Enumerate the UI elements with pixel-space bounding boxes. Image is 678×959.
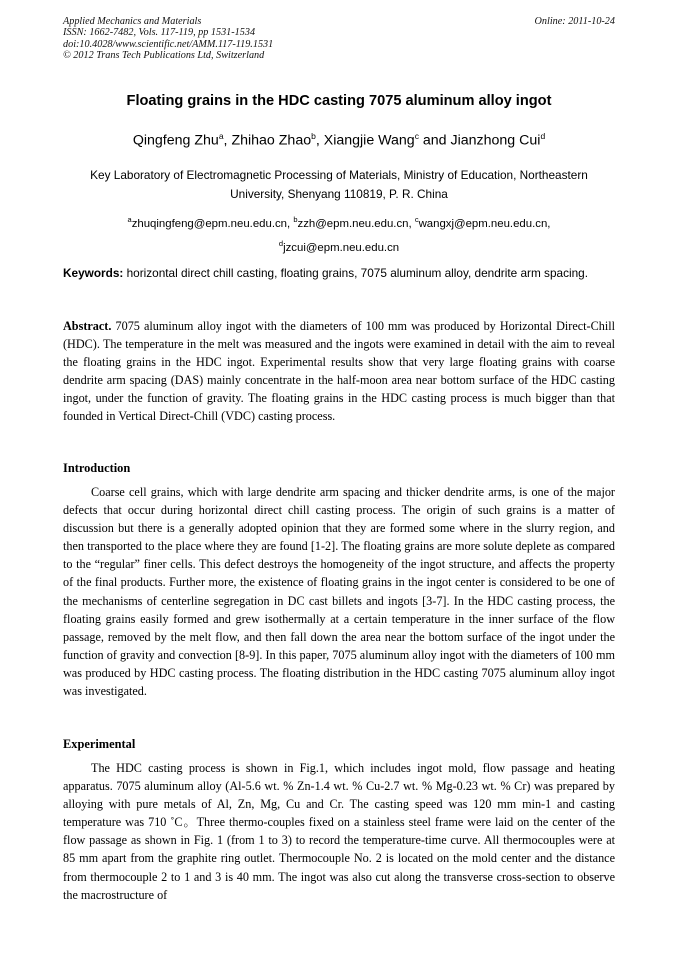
journal-header [63,16,615,62]
author-separator: , [223,132,232,149]
author-sup: a [218,131,224,141]
author-name: Qingfeng Zhu [132,132,219,149]
email-sup: c [414,215,419,224]
author-sup: c [414,131,419,141]
author-list [0,131,678,149]
author-sup: b [311,131,316,141]
experimental-heading: Experimental [63,737,136,751]
author-name: Jianzhong Cui [450,132,541,149]
experimental-paragraph: The HDC casting process is shown in Fig.1, which includes ingot mold, flow passage and heating apparatus. 7075 aluminum alloy (Al-5.6 wt. % Zn-1.4 wt. % Cu-2.7 wt. % Mg-0.23 wt. % Cr) was prepared by alloying with pure metals of Al, Zn, Mg, Cu and Cr. The casting speed was 120 mm min-1 and casting temperature was 710 ˚C。Three thermo-couples fixed on a stainless steel frame were laid on the center of the flow passage as shown in Fig. 1 (from 1 to 3) to record the temperature-time curve. All thermocouples were at 85 mm apart from the graphite ring outlet. Thermocouple No. 2 is located on the mold center and the distance from thermocouple 2 to 1 and 3 is 40 mm. The ingot was also cut along the transverse cross-section to observe the macrostructure of [63,761,615,902]
keywords-text: horizontal direct chill casting, floating grains, 7075 aluminum alloy, dendrite arm spacing. [123,266,588,280]
doi-line: doi:10.4028/www.scientific.net/AMM.117-119.1531 [63,38,274,50]
keywords-label: Keywords: [63,266,124,280]
abstract-block [63,317,615,426]
email-address: zhuqingfeng@epm.neu.edu.cn, [131,217,294,230]
email-address: zzh@epm.neu.edu.cn, [297,217,415,230]
email-sup: d [278,238,284,248]
email-address: wangxj@epm.neu.edu.cn, [418,217,551,230]
journal-name: Applied Mechanics and Materials [63,16,202,27]
abstract-label: Abstract. [63,319,112,333]
introduction-paragraph: Coarse cell grains, which with large dendrite arm spacing and thicker dendrite arms, is one of the major defects that occur during horizontal direct chill casting process. The origin of such grains is a matter of discussion but there is a generally adopted opinion that they are formed some where in the slurry region, and then transported to the place where they are found [1-2]. The floating grains are more solute deplete as compared to the “regular” finer cells. This defect destroys the homogeneity of the ingot structure, and affects the property of the final products. Further more, the existence of floating grains in the ingot center is considered to be one of the mechanisms of centerline segregation in DC cast billets and ingots [3-7]. In the HDC casting process, the floating grains easily formed and grew isothermally at a certain temperature in the inner surface of the flow passage, removed by the melt flow, and then fall down the area near the bottom surface of the ingot under the function of gravity and convection [8-9]. In this paper, 7075 aluminum alloy ingot with the diameters of 100 mm was produced by HDC casting process. The floating distribution in the HDC casting 7075 aluminum alloy ingot was investigated. [63,485,615,699]
online-date: Online: 2011-10-24 [534,16,615,27]
affiliation [63,166,615,204]
copyright-line: © 2012 Trans Tech Publications Ltd, Switzerland [63,50,265,62]
keywords-block [63,264,615,283]
email-list [63,210,615,258]
author-name: Zhihao Zhao [231,132,312,149]
email-address: jzcui@epm.neu.edu.cn [283,241,400,254]
affiliation-line: Key Laboratory of Electromagnetic Processing of Materials, Ministry of Education, Northeastern [90,168,588,182]
author-sup: d [540,131,546,141]
introduction-heading: Introduction [63,461,131,475]
author-name: Xiangjie Wang [323,132,415,149]
author-separator: and [418,132,451,149]
abstract-text: 7075 aluminum alloy ingot with the diameters of 100 mm was produced by Horizontal Direct-Chill (HDC). The temperature in the melt was measured and the ingots were examined in detail with the aim to reveal the floating grains in the HDC ingot. Experimental results show that very large floating grains with coarse dendrite arm spacing (DAS) mainly concentrate in the half-moon area near bottom surface of the HDC casting ingot, under the function of gravity. The floating grains in the HDC casting process is much bigger than that founded in Vertical Direct-Chill (VDC) casting process. [63,319,615,424]
affiliation-line: University, Shenyang 110819, P. R. China [230,187,448,201]
issn-line: ISSN: 1662-7482, Vols. 117-119, pp 1531-1534 [63,27,256,39]
paper-title: Floating grains in the HDC casting 7075 aluminum alloy ingot [126,93,552,109]
author-separator: , [315,132,324,149]
email-sup: a [127,215,132,224]
email-sup: b [293,215,298,224]
